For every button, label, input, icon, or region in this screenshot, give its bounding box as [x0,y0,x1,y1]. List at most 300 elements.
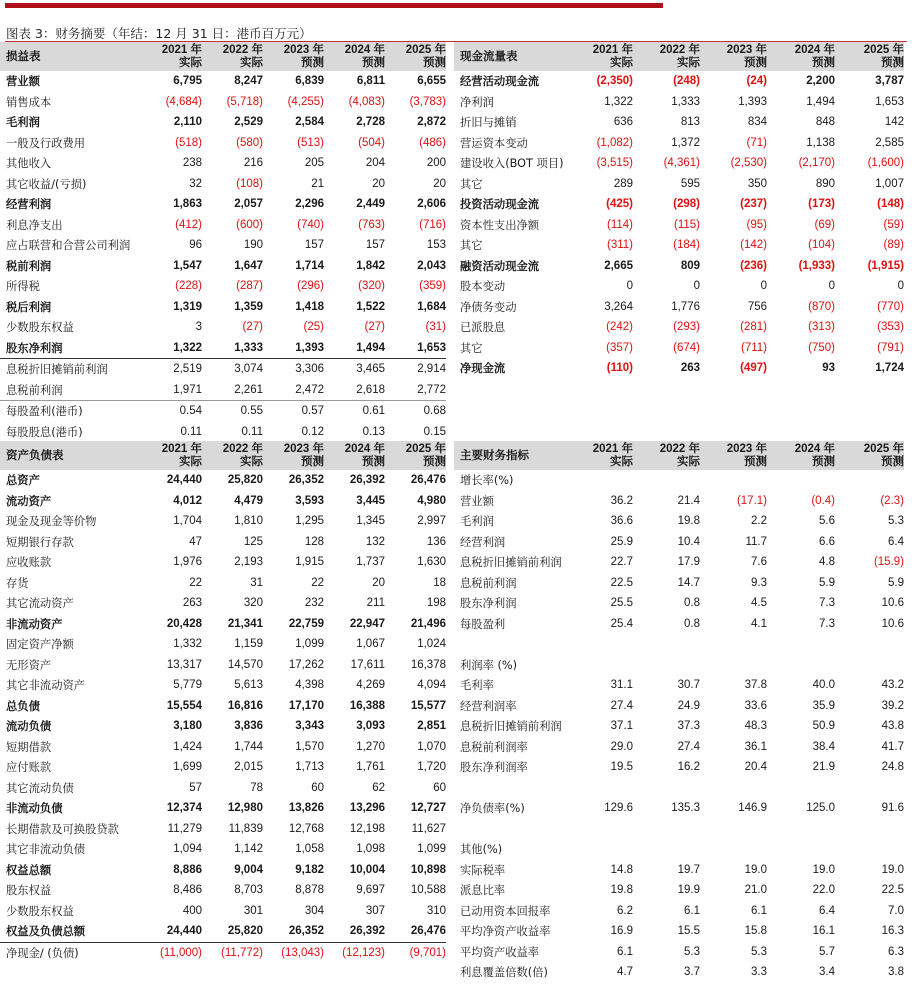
table-row [454,491,904,512]
value-cell: 4,980 [417,494,446,507]
value-cell: 2,057 [234,198,263,211]
table-row [454,112,904,133]
value-cell: (763) [358,218,385,231]
table-row [454,317,904,338]
income-statement-table [0,42,446,442]
value-cell: (311) [607,239,633,252]
value-cell: 26,352 [263,921,324,942]
year-header [633,441,700,470]
value-cell [633,819,700,840]
row-label: 毛利率 [460,679,494,693]
value-cell: 9.3 [751,576,767,589]
value-cell [835,839,904,860]
value-cell: 2,472 [263,380,324,401]
value-cell: 6.2 [617,904,633,917]
value-cell: 39.2 [881,699,904,712]
year-kind-label: 实际 [677,56,700,69]
value-cell: 26,352 [288,474,324,487]
table-row [454,901,904,922]
year-kind-label: 预测 [812,455,835,468]
value-cell: 9,697 [356,884,385,897]
row-label: 应付账款 [6,761,52,775]
value-cell [579,655,633,676]
table-row [454,153,904,174]
balance-title: 资产负债表 [0,441,142,470]
table-row [0,757,446,778]
value-cell: 4,269 [356,679,385,692]
table-row [454,634,904,655]
value-cell: 6.1 [751,904,767,917]
year-header [579,441,633,470]
row-label: 净债务变动 [460,300,517,314]
row-label: 毛利润 [6,116,40,130]
year-header [767,441,835,470]
value-cell: (89) [883,239,904,252]
row-label: 一般及行政费用 [6,136,86,150]
balance-sheet-table [0,441,446,963]
value-cell: (25) [303,321,324,334]
value-cell: 26,476 [385,921,446,942]
row-label: 总负债 [6,699,40,713]
value-cell: 125 [243,535,263,548]
row-label: 每股股息(港币) [6,425,83,439]
value-cell: 190 [243,239,263,252]
value-cell: 2,997 [417,515,446,528]
value-cell: 24.9 [677,699,700,712]
value-cell: 37.8 [744,679,767,692]
value-cell: (674) [673,341,700,354]
value-cell: 6.1 [684,904,700,917]
value-cell: 37.3 [677,720,700,733]
value-cell [700,470,767,491]
value-cell: 1,142 [234,843,263,856]
value-cell: 1,393 [263,338,324,359]
value-cell [767,778,835,799]
value-cell: 10,898 [410,863,446,876]
value-cell [767,839,835,860]
year-kind-label: 实际 [179,56,202,69]
value-cell: 21,341 [227,617,263,630]
value-cell: 20 [372,576,385,589]
cash-flow-table [454,42,904,379]
value-cell: 1,070 [417,740,446,753]
value-cell: (31) [425,321,446,334]
value-cell: 1,720 [417,761,446,774]
table-row [454,573,904,594]
value-cell: 5.9 [819,576,835,589]
row-label: 息税折旧摊销前利润 [460,556,562,570]
table-row [454,614,904,635]
row-label: 销售成本 [6,95,52,109]
value-cell [633,778,700,799]
value-cell: 19.9 [677,884,700,897]
value-cell: 0.8 [684,617,700,630]
income-header-row [0,42,446,71]
value-cell: 1,714 [295,259,324,272]
row-label: 应占联营和合营公司利润 [6,239,131,253]
value-cell: (298) [673,198,700,211]
value-cell: 2,618 [324,380,385,401]
value-cell: 205 [304,157,324,170]
table-row [454,716,904,737]
value-cell: (11,772) [221,946,263,959]
value-cell: (504) [358,136,385,149]
value-cell: 36.6 [610,515,633,528]
table-row [454,470,904,491]
value-cell: 848 [815,116,835,129]
table-row [454,778,904,799]
value-cell: (4,255) [287,95,324,108]
value-cell: (296) [297,280,324,293]
value-cell: 19.8 [677,515,700,528]
value-cell: 890 [815,177,835,190]
value-cell: 310 [426,904,446,917]
value-cell: 6,839 [295,75,324,88]
value-cell: 1,159 [234,638,263,651]
table-row [454,880,904,901]
value-cell: (71) [746,136,767,149]
row-label: 其它 [460,341,483,355]
value-cell: 1,138 [806,136,835,149]
year-kind-label: 预测 [881,56,904,69]
value-cell: (486) [419,136,446,149]
row-label: 其它流动资产 [6,597,74,611]
value-cell: (353) [877,321,904,334]
table-row [0,819,446,840]
row-label: 其它 [460,239,483,253]
table-row [0,491,446,512]
value-cell: 31 [250,576,263,589]
value-cell: 3,787 [875,75,904,88]
value-cell: 153 [426,239,446,252]
table-row [454,133,904,154]
value-cell: 1,976 [173,556,202,569]
value-cell: 50.9 [812,720,835,733]
value-cell: 57 [189,781,202,794]
value-cell [579,839,633,860]
year-label: 2025 年 [405,442,446,455]
value-cell: 2,015 [234,761,263,774]
value-cell: 10.6 [881,617,904,630]
row-label: 投资活动现金流 [460,198,540,212]
value-cell: 7.3 [819,617,835,630]
value-cell: 13,317 [166,658,202,671]
value-cell: 157 [365,239,385,252]
year-kind-label: 预测 [362,455,385,468]
value-cell: 146.9 [738,802,767,815]
value-cell [700,819,767,840]
value-cell: 204 [365,157,385,170]
table-row [0,380,446,401]
value-cell: 0 [897,280,904,293]
value-cell: 1,098 [356,843,385,856]
value-cell: 43.8 [881,720,904,733]
value-cell: (791) [877,341,904,354]
value-cell: (320) [358,280,385,293]
value-cell: 24.8 [881,761,904,774]
value-cell: 5.7 [819,945,835,958]
year-label: 2024 年 [794,43,835,56]
value-cell: 5,613 [234,679,263,692]
value-cell: 0.12 [301,425,324,438]
value-cell: (228) [175,280,202,293]
value-cell: 17,170 [288,699,324,712]
value-cell: (425) [606,198,633,211]
value-cell: 1,761 [356,761,385,774]
row-label: 权益及负债总额 [0,921,142,942]
row-label: 增长率(%) [460,474,514,488]
value-cell: 24,440 [142,921,202,942]
value-cell: 0.61 [362,405,385,418]
row-label: 股东净利润率 [460,761,528,775]
value-cell: (2,170) [798,157,835,170]
table-row [0,860,446,881]
value-cell: 9,182 [295,863,324,876]
value-cell: 1,494 [806,95,835,108]
value-cell: (750) [808,341,835,354]
value-cell: (115) [674,218,700,231]
value-cell: 128 [304,535,324,548]
row-label: 平均资产收益率 [460,945,540,959]
table-row [0,401,446,422]
year-kind-label: 预测 [423,56,446,69]
value-cell: 1,630 [417,556,446,569]
value-cell: (716) [419,218,446,231]
table-row [0,359,446,380]
row-label: 经营活动现金流 [460,75,540,89]
value-cell: 29.0 [610,740,633,753]
value-cell: 6.3 [888,945,904,958]
value-cell: 1,372 [671,136,700,149]
value-cell: 27.4 [610,699,633,712]
value-cell: 2,043 [417,259,446,272]
value-cell: 16.3 [881,925,904,938]
value-cell: 1,319 [173,300,202,313]
table-row [454,942,904,963]
value-cell: 3.8 [888,966,904,979]
table-row [454,593,904,614]
value-cell: 19.8 [610,884,633,897]
value-cell: 2,296 [295,198,324,211]
value-cell: (3,515) [596,157,633,170]
year-kind-label: 预测 [881,455,904,468]
value-cell: (1,600) [867,157,904,170]
value-cell: 18 [433,576,446,589]
value-cell: 11,627 [411,822,446,835]
value-cell: 0 [693,280,700,293]
value-cell: 7.6 [751,556,767,569]
value-cell: 8,486 [173,884,202,897]
value-cell: 2.2 [751,515,767,528]
row-label: 息税折旧摊销前利润 [460,720,562,734]
value-cell: (24) [746,75,767,88]
value-cell: 0.8 [684,597,700,610]
value-cell: (12,123) [342,946,385,959]
year-label: 2025 年 [405,43,446,56]
value-cell: 13,296 [349,802,385,815]
table-row [454,798,904,819]
value-cell: 304 [304,904,324,917]
value-cell: (518) [175,136,202,149]
value-cell: (110) [606,362,633,375]
value-cell: 1,522 [356,300,385,313]
value-cell: 1,810 [234,515,263,528]
value-cell: 3,445 [356,494,385,507]
table-row [454,511,904,532]
row-label: 息税前利润率 [460,740,528,754]
value-cell: 3,836 [234,720,263,733]
value-cell: (870) [808,300,835,313]
key-ratios-table [454,441,904,983]
value-cell: 6.1 [617,945,633,958]
value-cell: 19.0 [744,863,767,876]
table-row [0,194,446,215]
year-label: 2021 年 [161,43,202,56]
value-cell: 1,295 [295,515,324,528]
value-cell: (15.9) [873,556,904,569]
value-cell: 5.6 [819,515,835,528]
value-cell: 1,333 [671,95,700,108]
value-cell [835,634,904,655]
row-label: 净现金/ (负债) [6,946,79,960]
table-row [0,153,446,174]
value-cell: 0 [760,280,767,293]
value-cell: 37.1 [610,720,633,733]
year-header [835,42,904,71]
value-cell: 1,322 [142,338,202,359]
row-label: 建设收入(BOT 项目) [460,157,564,171]
value-cell: 0.55 [240,405,263,418]
value-cell: 5.9 [888,576,904,589]
table-row [454,71,904,92]
value-cell: 25.4 [610,617,633,630]
value-cell: 2,449 [356,198,385,211]
row-label: 已派股息 [460,321,506,335]
value-cell: 16.2 [677,761,700,774]
value-cell: 320 [243,597,263,610]
year-kind-label: 实际 [240,56,263,69]
table-row [454,757,904,778]
value-cell: 19.0 [812,863,835,876]
table-row [0,675,446,696]
year-header [835,441,904,470]
row-label: 每股盈利 [460,617,506,631]
value-cell: 6,811 [356,75,385,88]
table-row [0,235,446,256]
value-cell: 21.0 [744,884,767,897]
value-cell: (1,915) [867,259,904,272]
value-cell: 157 [304,239,324,252]
value-cell: 12,768 [288,822,324,835]
value-cell: (184) [673,239,700,252]
row-label: 其它收益/(亏损) [6,177,87,191]
row-label [454,778,579,799]
value-cell: 1,863 [173,198,202,211]
value-cell: 129.6 [604,802,633,815]
cashflow-header-row [454,42,904,71]
value-cell: (2,530) [730,157,767,170]
value-cell: 3,593 [295,494,324,507]
value-cell: 3,264 [604,300,633,313]
value-cell: 1,359 [234,300,263,313]
year-header [385,42,446,71]
value-cell: (711) [741,341,767,354]
year-header [142,441,202,470]
value-cell: (357) [606,341,633,354]
value-cell: 16,378 [410,658,446,671]
value-cell: (1,082) [596,136,633,149]
row-label: 短期银行存款 [6,535,74,549]
value-cell: 1,067 [356,638,385,651]
value-cell: 2,519 [173,363,202,376]
balance-header-row [0,441,446,470]
table-row [0,573,446,594]
table-row [0,593,446,614]
value-cell: (237) [740,198,767,211]
value-cell: 35.9 [812,699,835,712]
row-label: 利润率 (%) [460,658,518,672]
row-label: 其它 [460,177,483,191]
value-cell: 9,004 [234,863,263,876]
value-cell: (770) [877,300,904,313]
value-cell: 198 [426,597,446,610]
value-cell: 2,584 [295,116,324,129]
value-cell: (104) [808,239,835,252]
value-cell: 78 [250,781,263,794]
value-cell: (740) [297,218,324,231]
value-cell: 30.7 [677,679,700,692]
value-cell: 1,094 [173,843,202,856]
row-label [454,634,579,655]
table-row [454,276,904,297]
value-cell: 6,795 [173,75,202,88]
row-label: 净利润 [460,95,494,109]
value-cell: 301 [243,904,263,917]
value-cell: 595 [680,177,700,190]
value-cell: 2,193 [234,556,263,569]
year-kind-label: 实际 [240,455,263,468]
year-header [324,42,385,71]
year-label: 2022 年 [222,43,263,56]
value-cell: 3,465 [356,363,385,376]
year-header [263,441,324,470]
row-label: 折旧与摊销 [460,116,517,130]
row-label: 派息比率 [460,884,506,898]
value-cell: 3,343 [295,720,324,733]
value-cell: 21,496 [410,617,446,630]
value-cell: 20,428 [166,617,202,630]
value-cell: 26,476 [410,474,446,487]
value-cell: 1,345 [356,515,385,528]
value-cell: (236) [740,259,767,272]
value-cell: 15,554 [166,699,202,712]
row-label: 其他(%) [460,843,503,857]
value-cell: 22.5 [610,576,633,589]
row-label: 净现金流 [460,362,506,376]
value-cell [835,470,904,491]
value-cell: 20 [372,177,385,190]
value-cell: 16.9 [610,925,633,938]
value-cell: (5,718) [226,95,263,108]
value-cell: 15.5 [677,925,700,938]
table-row [0,174,446,195]
row-label: 经营利润 [6,198,52,212]
table-row [0,614,446,635]
row-label [454,819,579,840]
value-cell: 22.7 [610,556,633,569]
value-cell: 13,826 [288,802,324,815]
table-row [454,297,904,318]
